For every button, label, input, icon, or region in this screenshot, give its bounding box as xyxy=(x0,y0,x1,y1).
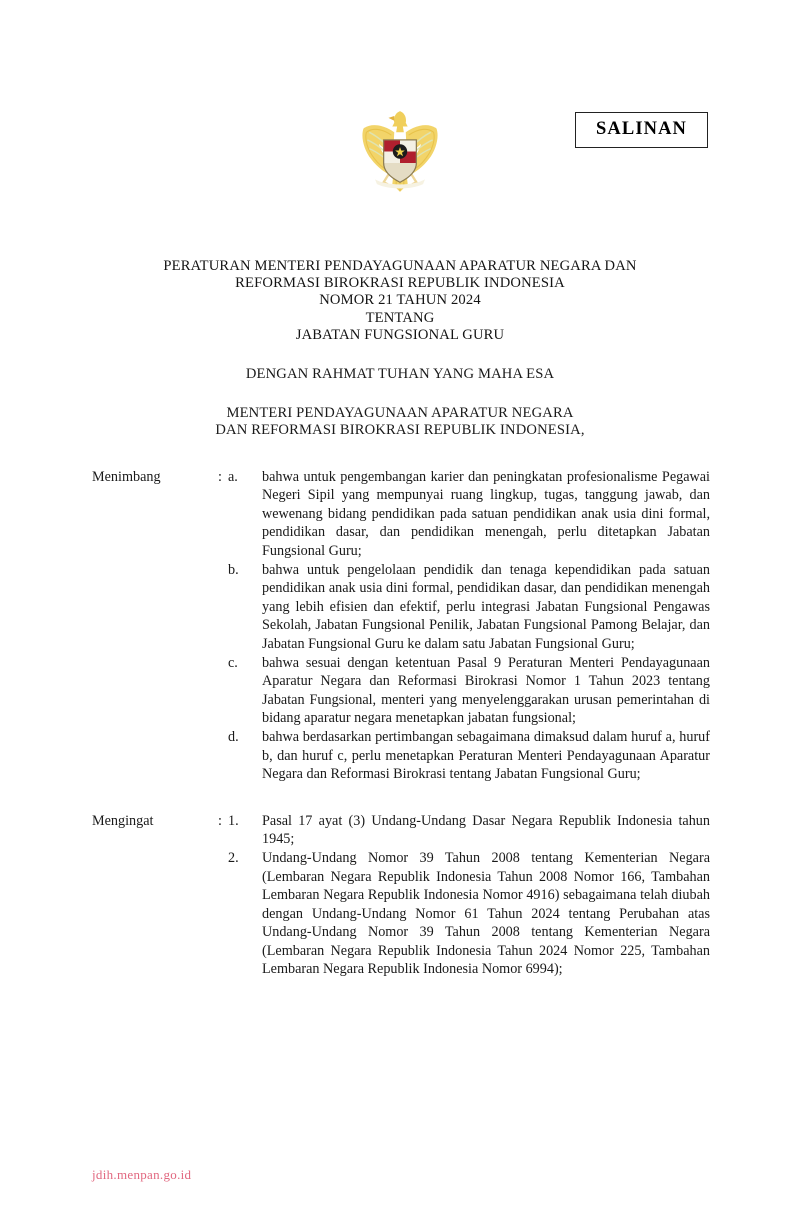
item-marker: 1. xyxy=(228,812,239,829)
item-text: bahwa sesuai dengan ketentuan Pasal 9 Peraturan Menteri Pendayagunaan Aparatur Negara dan Reformasi Birokrasi Nomor 1 Tahun 2023 tentang Jabatan Fungsional, menteri yang menyelenggarakan urusan pemerintahan di bidang aparatur negara menetapkan jabatan fungsional; xyxy=(262,654,710,727)
item-text: Pasal 17 ayat (3) Undang-Undang Dasar Negara Republik Indonesia tahun 1945; xyxy=(262,812,710,848)
clause-row xyxy=(92,561,710,654)
item-text: Undang-Undang Nomor 39 Tahun 2008 tentang Kementerian Negara (Lembaran Negara Republik Indonesia Tahun 2008 Nomor 166, Tambahan Lembaran Negara Republik Indonesia Nomor 4916) sebagaimana telah diubah dengan Undang-Undang Nomor 61 Tahun 2024 tentang Perubahan atas Undang-Undang Nomor 39 Tahun 2008 tentang Kementerian Negara (Lembaran Negara Republik Indonesia Tahun 2024 Nomor 225, Tambahan Lembaran Negara Republik Indonesia Nomor 6994); xyxy=(262,849,710,978)
item-marker: c. xyxy=(228,654,238,671)
item-marker: 2. xyxy=(228,849,239,866)
item-text: bahwa berdasarkan pertimbangan sebagaimana dimaksud dalam huruf a, huruf b, dan huruf c, perlu menetapkan Peraturan Menteri Pendayagunaan Aparatur Negara dan Reformasi Birokrasi tentang Jabatan Fungsional Guru; xyxy=(262,728,710,783)
jdih-watermark: jdih.menpan.go.id xyxy=(92,1167,192,1182)
clause-row xyxy=(92,812,710,849)
document-title-block xyxy=(0,258,800,344)
section-colon: : xyxy=(218,468,222,485)
invocation-line: DENGAN RAHMAT TUHAN YANG MAHA ESA xyxy=(245,366,555,383)
clause-row xyxy=(92,728,710,784)
clause-row xyxy=(92,468,710,561)
title-line-2: REFORMASI BIROKRASI REPUBLIK INDONESIA xyxy=(235,275,565,292)
clause-row xyxy=(92,654,710,728)
section-mengingat xyxy=(0,812,800,979)
section-menimbang xyxy=(0,468,800,784)
item-text: bahwa untuk pengelolaan pendidik dan tenaga kependidikan pada satuan pendidikan anak usia dini formal, pendidikan dasar, dan pendidikan menengah yang lebih efisien dan efektif, perlu integrasi Jabatan Fungsional Pengawas Sekolah, Jabatan Fungsional Penilik, Jabatan Fungsional Pamong Belajar, dan Jabatan Fungsional Guru ke dalam satu Jabatan Fungsional Guru; xyxy=(262,561,710,652)
salinan-stamp-box xyxy=(575,112,708,148)
authority-line-2: DAN REFORMASI BIROKRASI REPUBLIK INDONESIA, xyxy=(215,422,585,439)
item-marker: a. xyxy=(228,468,238,485)
title-line-4: TENTANG xyxy=(365,309,435,326)
clause-row xyxy=(92,849,710,979)
section-label-menimbang: Menimbang xyxy=(92,468,161,485)
item-text: bahwa untuk pengembangan karier dan peningkatan profesionalisme Pegawai Negeri Sipil yang mempunyai ruang lingkup, tugas, tanggung jawab, dan wewenang bidang pendidikan pada satuan pendidikan anak usia dini formal, pendidikan dasar, dan pendidikan menengah, perlu ditetapkan Jabatan Fungsional Guru; xyxy=(262,468,710,559)
title-line-1: PERATURAN MENTERI PENDAYAGUNAAN APARATUR NEGARA DAN xyxy=(163,258,637,274)
title-line-3: NOMOR 21 TAHUN 2024 xyxy=(319,292,481,309)
document-header xyxy=(0,0,800,205)
garuda-pancasila-emblem xyxy=(352,103,448,200)
title-line-5: JABATAN FUNGSIONAL GURU xyxy=(295,326,505,343)
issuing-authority-block xyxy=(0,405,800,439)
item-marker: b. xyxy=(228,561,239,578)
section-colon: : xyxy=(218,812,222,829)
item-marker: d. xyxy=(228,728,239,745)
authority-line-1: MENTERI PENDAYAGUNAAN APARATUR NEGARA xyxy=(226,405,574,422)
salinan-stamp-label: SALINAN xyxy=(596,119,687,139)
section-label-mengingat: Mengingat xyxy=(92,812,154,829)
